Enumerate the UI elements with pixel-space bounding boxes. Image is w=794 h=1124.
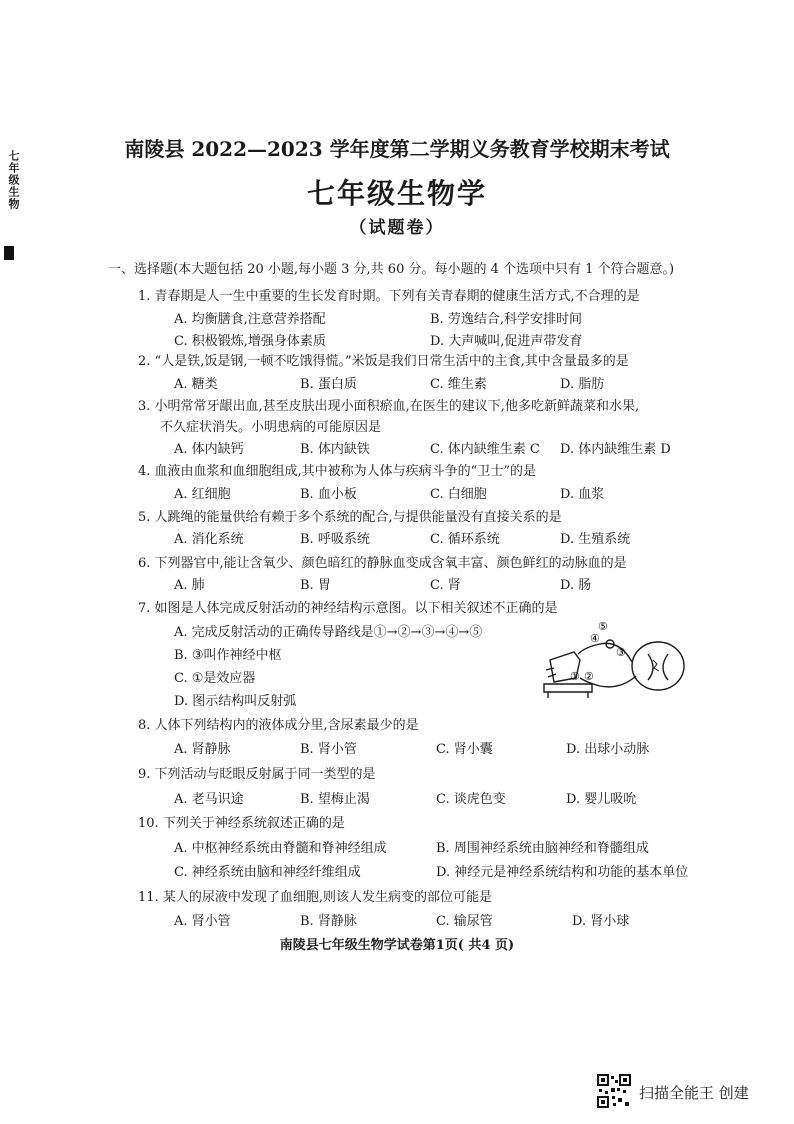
question-3: 3. 小明常常牙龈出血,甚至皮肤出现小面积瘀血,在医生的建议下,他多吃新鲜蔬菜和水果,: [138, 399, 640, 414]
q9-option-a: A. 老马识途: [174, 792, 244, 807]
q3-option-b: B. 体内缺铁: [300, 442, 370, 457]
q6-option-b: B. 胃: [300, 578, 331, 593]
q9-option-d: D. 婴儿吸吮: [566, 792, 637, 807]
page-footer: 南陵县七年级生物学试卷第1页( 共4 页): [279, 938, 515, 953]
q11-option-c: C. 输尿管: [436, 914, 493, 929]
q8-option-a: A. 肾静脉: [174, 742, 231, 757]
label-4: ④: [590, 632, 600, 645]
section-heading: 一、选择题(本大题包括 20 小题,每小题 3 分,共 60 分。每小题的 4 个选项中只有 1 个符合题意。): [108, 262, 675, 277]
paper-type: （试题卷）: [349, 218, 445, 238]
q7-option-d: D. 图示结构叫反射弧: [174, 694, 297, 709]
q2-option-b: B. 蛋白质: [300, 377, 357, 392]
q9-option-c: C. 谈虎色变: [436, 792, 506, 807]
reflex-arc-diagram: [540, 620, 700, 715]
label-1: ①: [570, 670, 580, 683]
scanner-watermark: 扫描全能王 创建: [639, 1084, 749, 1102]
q10-option-d: D. 神经元是神经系统结构和功能的基本单位: [436, 865, 689, 880]
q6-option-c: C. 肾: [430, 578, 461, 593]
q11-option-b: B. 肾静脉: [300, 914, 357, 929]
q7-option-c: C. ①是效应器: [174, 671, 256, 686]
q3-option-d: D. 体内缺维生素 D: [560, 442, 671, 457]
q6-option-d: D. 肠: [560, 578, 592, 593]
q11-option-a: A. 肾小管: [174, 914, 231, 929]
q11-option-d: D. 肾小球: [572, 914, 630, 929]
question-7: 7. 如图是人体完成反射活动的神经结构示意图。以下相关叙述不正确的是: [138, 601, 558, 616]
q5-option-d: D. 生殖系统: [560, 532, 631, 547]
label-3: ③: [616, 646, 626, 659]
question-6: 6. 下列器官中,能让含氧少、颜色暗红的静脉血变成含氧丰富、颜色鲜红的动脉血的是: [138, 556, 627, 571]
q8-option-d: D. 出球小动脉: [566, 742, 650, 757]
question-4: 4. 血液由血浆和血细胞组成,其中被称为人体与疾病斗争的“卫士”的是: [138, 464, 536, 479]
q8-option-c: C. 肾小囊: [436, 742, 493, 757]
q9-option-b: B. 望梅止渴: [300, 792, 370, 807]
binding-mark: [4, 246, 14, 260]
q10-option-c: C. 神经系统由脑和神经纤维组成: [174, 865, 361, 880]
question-2: 2. “人是铁,饭是钢,一顿不吃饿得慌。”米饭是我们日常生活中的主食,其中含量最多的是: [138, 354, 629, 369]
q8-option-b: B. 肾小管: [300, 742, 357, 757]
qr-code-icon: [597, 1074, 631, 1108]
question-5: 5. 人跳绳的能量供给有赖于多个系统的配合,与提供能量没有直接关系的是: [138, 510, 562, 525]
q3-option-c: C. 体内缺维生素 C: [430, 442, 540, 457]
q5-option-c: C. 循环系统: [430, 532, 500, 547]
question-1: 1. 青春期是人一生中重要的生长发育时期。下列有关青春期的健康生活方式,不合理的是: [138, 289, 640, 304]
q6-option-a: A. 肺: [174, 578, 205, 593]
q5-option-a: A. 消化系统: [174, 532, 244, 547]
side-tab-label: 七年级生物: [7, 150, 20, 210]
q4-option-c: C. 白细胞: [430, 487, 487, 502]
q1-option-c: C. 积极锻炼,增强身体素质: [174, 334, 326, 349]
label-2: ②: [584, 670, 594, 683]
question-8: 8. 人体下列结构内的液体成分里,含尿素最少的是: [138, 718, 419, 733]
q4-option-b: B. 血小板: [300, 487, 357, 502]
q1-option-d: D. 大声喊叫,促进声带发育: [430, 334, 583, 349]
q4-option-a: A. 红细胞: [174, 487, 231, 502]
q2-option-d: D. 脂肪: [560, 377, 605, 392]
question-11: 11. 某人的尿液中发现了血细胞,则该人发生病变的部位可能是: [138, 890, 492, 905]
q1-option-b: B. 劳逸结合,科学安排时间: [430, 312, 582, 327]
label-5: ⑤: [598, 620, 608, 633]
q7-option-a: A. 完成反射活动的正确传导路线是①→②→③→④→⑤: [174, 625, 483, 640]
subject-title: 七年级生物学: [306, 177, 487, 210]
q5-option-b: B. 呼吸系统: [300, 532, 370, 547]
question-3-continued: 不久症状消失。小明患病的可能原因是: [160, 420, 382, 435]
q7-option-b: B. ③叫作神经中枢: [174, 648, 282, 663]
exam-title: 南陵县 2022—2023 学年度第二学期义务教育学校期末考试: [124, 137, 670, 161]
q1-option-a: A. 均衡膳食,注意营养搭配: [174, 312, 326, 327]
q10-option-a: A. 中枢神经系统由脊髓和脊神经组成: [174, 841, 387, 856]
q10-option-b: B. 周围神经系统由脑神经和脊髓组成: [436, 841, 649, 856]
question-9: 9. 下列活动与眨眼反射属于同一类型的是: [138, 767, 376, 782]
q2-option-c: C. 维生素: [430, 377, 487, 392]
q3-option-a: A. 体内缺钙: [174, 442, 244, 457]
q4-option-d: D. 血浆: [560, 487, 605, 502]
question-10: 10. 下列关于神经系统叙述正确的是: [138, 816, 345, 831]
q2-option-a: A. 糖类: [174, 377, 218, 392]
